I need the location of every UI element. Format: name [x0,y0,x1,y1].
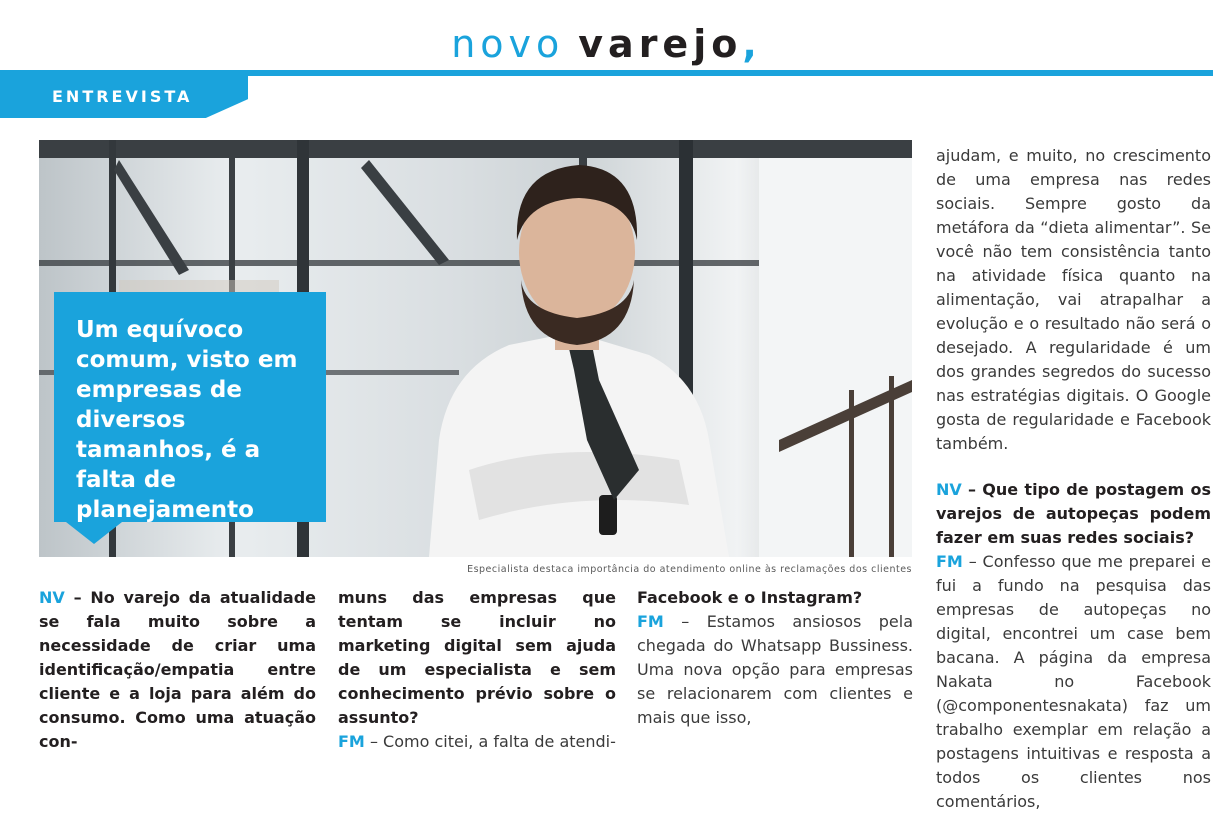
magazine-masthead [0,22,1213,66]
pull-quote: Um equívoco comum, visto em empresas de diversos tamanhos, é a falta de planejamento [76,317,298,523]
answer-continuation: ajudam, e muito, no crescimento de uma empresa nas redes sociais. Sempre gosto da metáfora da “dieta alimentar”. Se você não tem consistência tanto na atividade física quanto na alimentação, vai atrapalhar a evolução e o resultado não será o desejado. A regularidade é um dos grandes segredos do sucesso nas estratégias digitais. O Google gosta de regularidade e Facebook também. [936,146,1211,453]
photo-caption: Especialista destaca importância do atendimento online às reclamações dos clientes [467,564,912,575]
answer-text: – Confesso que me preparei e fui a fundo na pesquisa das empresas de autopeças no digital, encontrei um case bem bacana. A página da empresa Nakata no Facebook (@componentesnakata) faz um trabalho exemplar em relação a postagens intuitivas e resposta a todos os clientes nos comentários, [936,552,1211,811]
header-rule [0,70,1213,76]
answer-text: – Estamos ansiosos pela chegada do Whatsapp Bussiness. Uma nova opção para empresas se relacionarem com clientes e mais que isso, [637,612,913,727]
column-3 [637,586,913,730]
question-text: – No varejo da atualidade se fala muito sobre a necessidade de criar uma identificação/empatia entre cliente e a loja para além do consumo. Como uma atuação con- [39,588,316,751]
interviewer-tag: NV [39,588,65,607]
pull-quote-pointer [66,522,122,544]
question-text: Facebook e o Instagram? [637,588,863,607]
column-2 [338,586,616,754]
section-label: ENTREVISTA [52,87,193,106]
interviewee-tag: FM [637,612,664,631]
masthead-novo: novo [451,22,565,66]
question-text: muns das empresas que tentam se incluir no marketing digital sem ajuda de um especialista e sem conhecimento prévio sobre o assunto? [338,588,616,727]
column-4 [936,144,1211,814]
masthead-varejo: varejo [578,22,743,66]
interviewer-tag: NV [936,480,962,499]
answer-text: – Como citei, a falta de atendi- [369,732,616,751]
question-text: – Que tipo de postagem os varejos de autopeças podem fazer em suas redes sociais? [936,480,1211,547]
column-1 [39,586,316,754]
masthead-comma: , [742,22,762,66]
interviewee-tag: FM [936,552,963,571]
interviewee-tag: FM [338,732,365,751]
